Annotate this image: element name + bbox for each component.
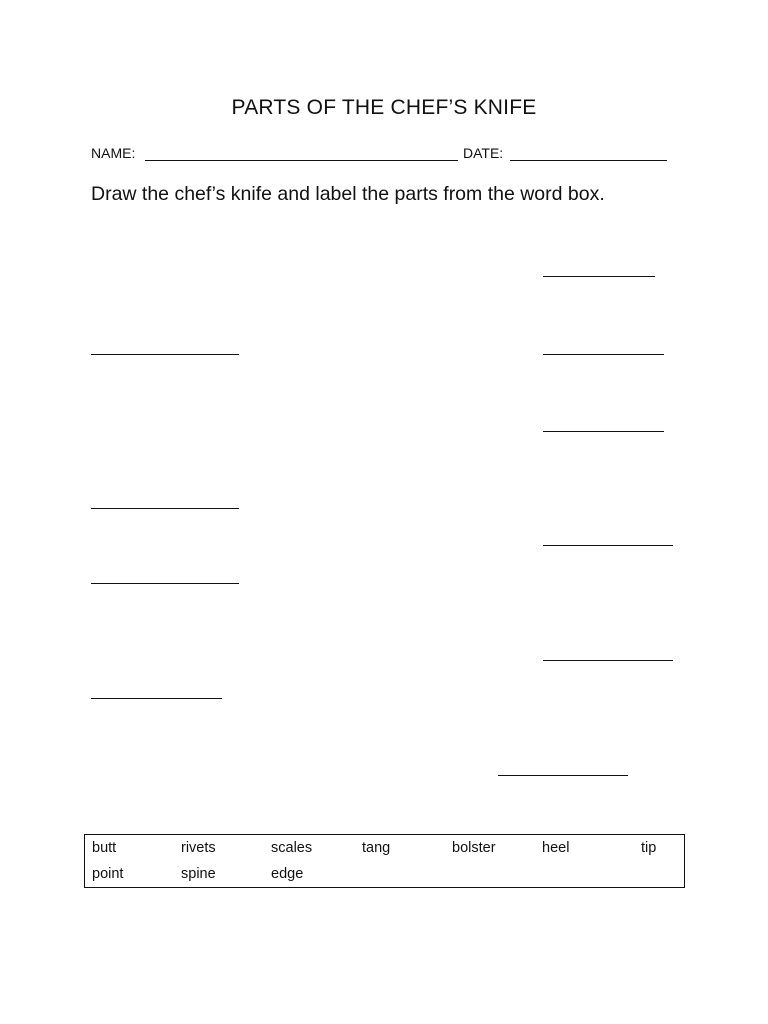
word-scales: scales (271, 840, 313, 856)
name-label: NAME: (91, 145, 136, 161)
label-blank[interactable] (91, 583, 239, 584)
word-bolster: bolster (452, 840, 496, 856)
label-blank[interactable] (543, 545, 673, 546)
word-point: point (92, 866, 124, 882)
word-box (84, 834, 685, 888)
word-spine: spine (181, 866, 216, 882)
name-field[interactable] (145, 160, 458, 161)
date-label: DATE: (463, 145, 504, 161)
word-heel: heel (542, 840, 570, 856)
page-title: PARTS OF THE CHEF’S KNIFE (231, 96, 537, 119)
label-blank[interactable] (498, 775, 628, 776)
label-blank[interactable] (91, 698, 222, 699)
label-blank[interactable] (91, 354, 239, 355)
label-blank[interactable] (543, 354, 664, 355)
word-tip: tip (641, 840, 657, 856)
word-tang: tang (362, 840, 391, 856)
word-edge: edge (271, 866, 304, 882)
label-blank[interactable] (91, 508, 239, 509)
word-rivets: rivets (181, 840, 216, 856)
date-field[interactable] (510, 160, 667, 161)
label-blank[interactable] (543, 431, 664, 432)
label-blank[interactable] (543, 276, 655, 277)
instruction-text: Draw the chef’s knife and label the parts from the word box. (91, 183, 605, 205)
word-butt: butt (92, 840, 117, 856)
label-blank[interactable] (543, 660, 673, 661)
